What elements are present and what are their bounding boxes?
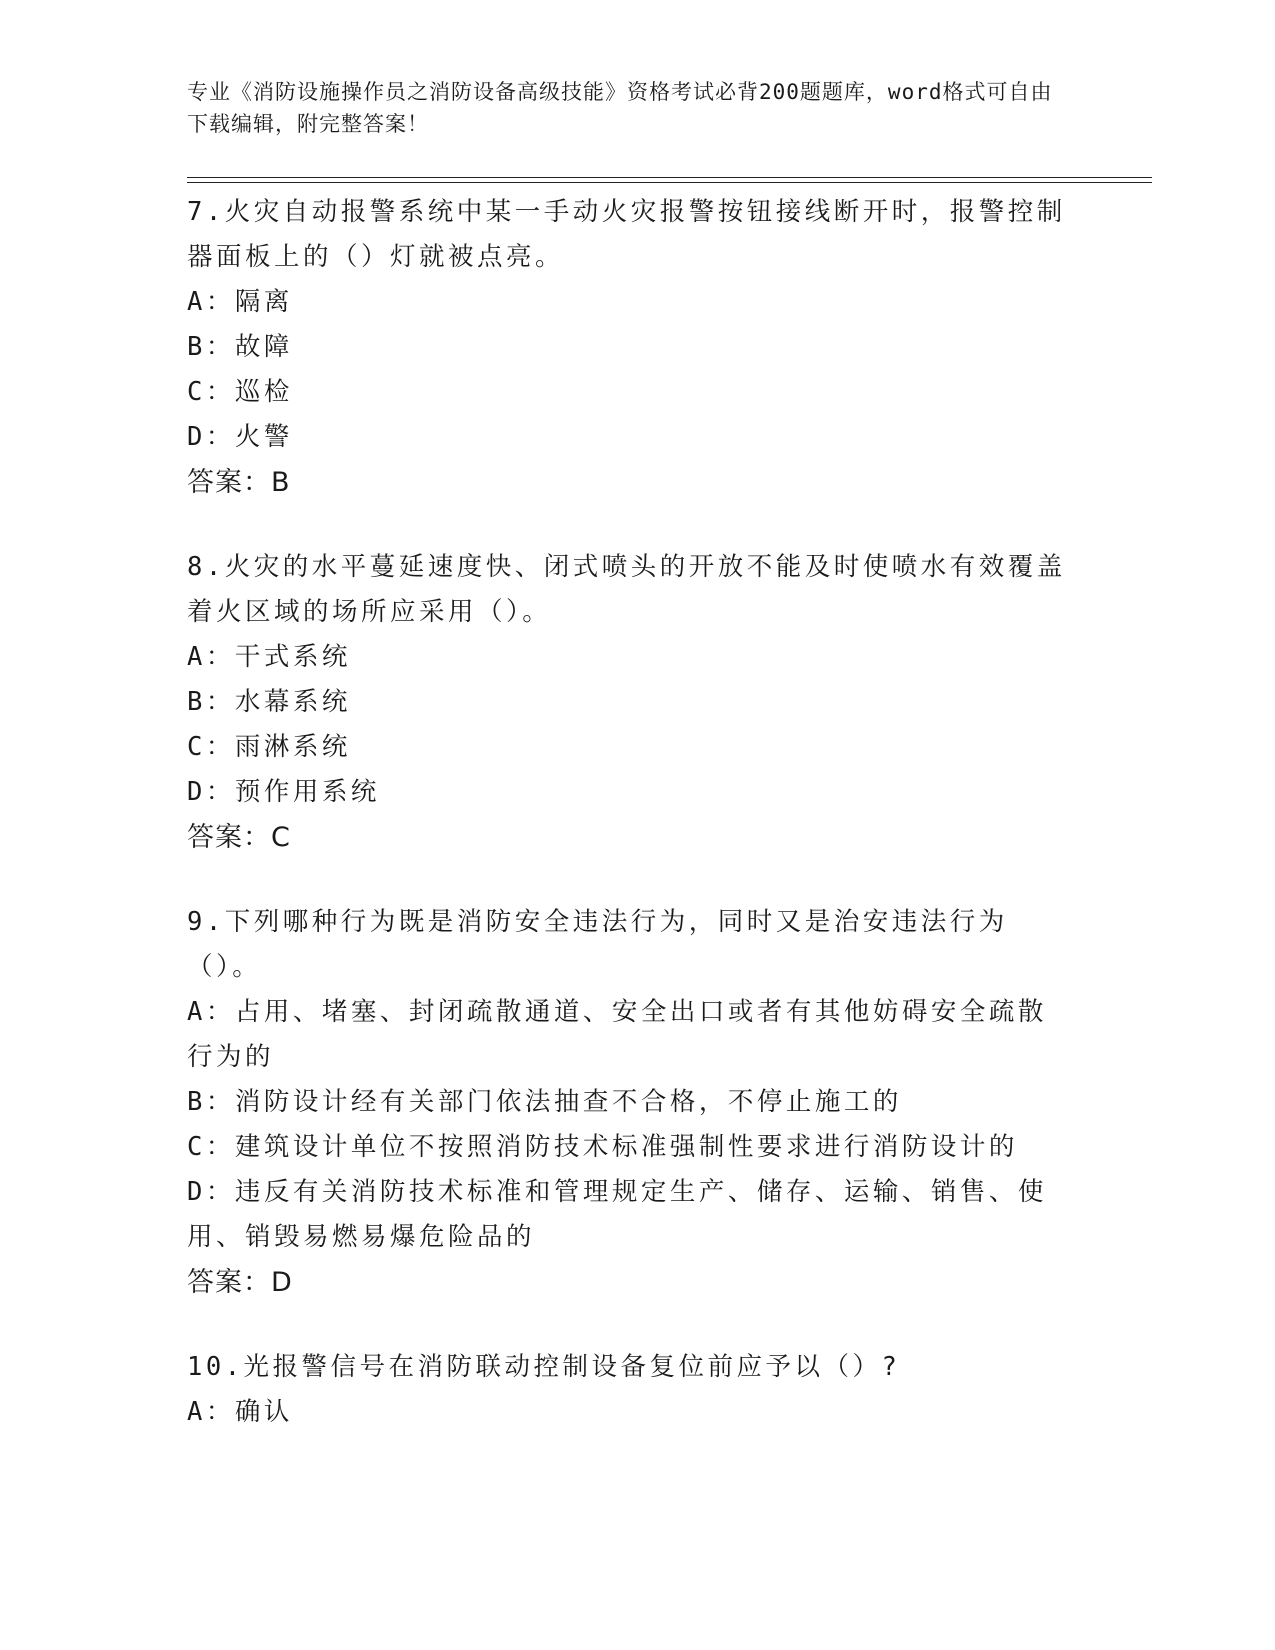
question-stem: 8.火灾的水平蔓延速度快、闭式喷头的开放不能及时使喷水有效覆盖着火区域的场所应采用（）。 xyxy=(187,552,1066,627)
header-divider-top xyxy=(187,177,1152,178)
option-c: C：雨淋系统 xyxy=(187,732,351,762)
question-stem: 7.火灾自动报警系统中某一手动火灾报警按钮接线断开时，报警控制器面板上的（）灯就被点亮。 xyxy=(187,197,1066,272)
header-divider-bottom xyxy=(187,182,1152,183)
question-7 xyxy=(187,190,1087,506)
answer-line: 答案：B xyxy=(187,467,291,498)
option-a: A：干式系统 xyxy=(187,642,351,672)
option-d: D：预作用系统 xyxy=(187,777,380,807)
question-8 xyxy=(187,545,1087,861)
answer-line: 答案：D xyxy=(187,1267,293,1298)
question-9 xyxy=(187,900,1087,1306)
option-a: A：占用、堵塞、封闭疏散通道、安全出口或者有其他妨碍安全疏散行为的 xyxy=(187,997,1047,1072)
option-d: D：违反有关消防技术标准和管理规定生产、储存、运输、销售、使用、销毁易燃易爆危险品的 xyxy=(187,1177,1047,1252)
document-header: 专业《消防设施操作员之消防设备高级技能》资格考试必背200题题库，word格式可自由下载编辑，附完整答案！ xyxy=(187,80,1053,136)
option-c: C：建筑设计单位不按照消防技术标准强制性要求进行消防设计的 xyxy=(187,1132,1018,1162)
question-stem: 10.光报警信号在消防联动控制设备复位前应予以（）? xyxy=(187,1352,901,1382)
option-a: A：确认 xyxy=(187,1397,293,1427)
option-b: B：消防设计经有关部门依法抽查不合格，不停止施工的 xyxy=(187,1087,902,1117)
option-c: C：巡检 xyxy=(187,377,293,407)
option-b: B：故障 xyxy=(187,332,293,362)
question-stem: 9.下列哪种行为既是消防安全违法行为，同时又是治安违法行为（）。 xyxy=(187,907,1008,982)
question-list xyxy=(187,190,1087,1474)
question-10 xyxy=(187,1345,1087,1435)
option-b: B：水幕系统 xyxy=(187,687,351,717)
option-a: A：隔离 xyxy=(187,287,293,317)
option-d: D：火警 xyxy=(187,422,293,452)
answer-line: 答案：C xyxy=(187,822,291,853)
